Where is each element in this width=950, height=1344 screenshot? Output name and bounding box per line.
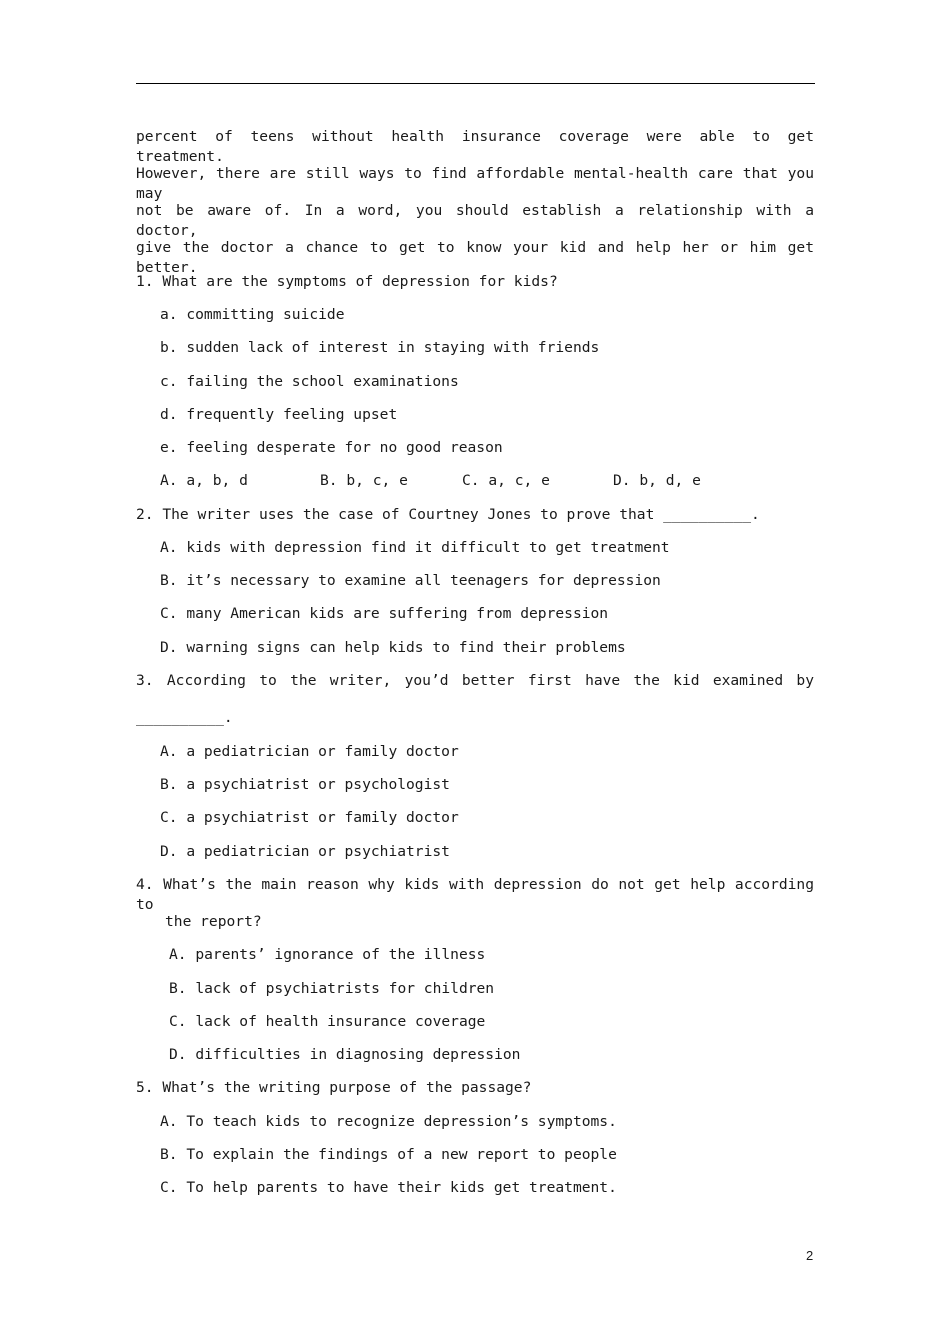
question-1-choice-d[interactable]: D. b, d, e (613, 472, 701, 489)
question-2-option-d[interactable]: D. warning signs can help kids to find their problems (160, 639, 626, 656)
question-3-option-d[interactable]: D. a pediatrician or psychiatrist (160, 843, 450, 860)
question-3-stem-blank: __________. (136, 709, 233, 726)
question-5-stem: 5. What’s the writing purpose of the passage? (136, 1079, 532, 1096)
question-5-option-b[interactable]: B. To explain the findings of a new report to people (160, 1146, 617, 1163)
question-5-option-c[interactable]: C. To help parents to have their kids get treatment. (160, 1179, 617, 1196)
question-4-option-a[interactable]: A. parents’ ignorance of the illness (169, 946, 486, 963)
question-1-item-d: d. frequently feeling upset (160, 406, 398, 423)
question-1-item-a: a. committing suicide (160, 306, 345, 323)
question-5-option-a[interactable]: A. To teach kids to recognize depression’s symptoms. (160, 1113, 617, 1130)
question-2-option-a[interactable]: A. kids with depression find it difficult to get treatment (160, 539, 670, 556)
question-3-option-c[interactable]: C. a psychiatrist or family doctor (160, 809, 459, 826)
passage-line: give the doctor a chance to get to know your kid and help her or him get better. (136, 239, 814, 276)
question-1-item-e: e. feeling desperate for no good reason (160, 439, 503, 456)
question-2-option-c[interactable]: C. many American kids are suffering from depression (160, 605, 609, 622)
question-1-choice-a[interactable]: A. a, b, d (160, 472, 248, 489)
question-4-option-c[interactable]: C. lack of health insurance coverage (169, 1013, 486, 1030)
page-number: 2 (806, 1248, 814, 1263)
question-1-item-c: c. failing the school examinations (160, 373, 459, 390)
question-1-choice-c[interactable]: C. a, c, e (462, 472, 550, 489)
question-3-stem: 3. According to the writer, you’d better first have the kid examined by (136, 672, 814, 689)
question-4-stem-cont: the report? (165, 913, 262, 930)
question-2-stem: 2. The writer uses the case of Courtney Jones to prove that __________. (136, 506, 760, 523)
header-rule (136, 83, 815, 84)
question-1-choice-b[interactable]: B. b, c, e (320, 472, 408, 489)
passage-line: However, there are still ways to find affordable mental-health care that you may (136, 165, 814, 202)
question-3-option-a[interactable]: A. a pediatrician or family doctor (160, 743, 459, 760)
question-2-option-b[interactable]: B. it’s necessary to examine all teenagers for depression (160, 572, 661, 589)
question-3-option-b[interactable]: B. a psychiatrist or psychologist (160, 776, 450, 793)
question-1-stem: 1. What are the symptoms of depression for kids? (136, 273, 558, 290)
passage-line: percent of teens without health insurance coverage were able to get treatment. (136, 128, 814, 165)
question-4-stem: 4. What’s the main reason why kids with depression do not get help according to (136, 876, 814, 913)
question-4-option-b[interactable]: B. lack of psychiatrists for children (169, 980, 495, 997)
question-1-item-b: b. sudden lack of interest in staying with friends (160, 339, 600, 356)
passage-line: not be aware of. In a word, you should establish a relationship with a doctor, (136, 202, 814, 239)
question-4-option-d[interactable]: D. difficulties in diagnosing depression (169, 1046, 521, 1063)
